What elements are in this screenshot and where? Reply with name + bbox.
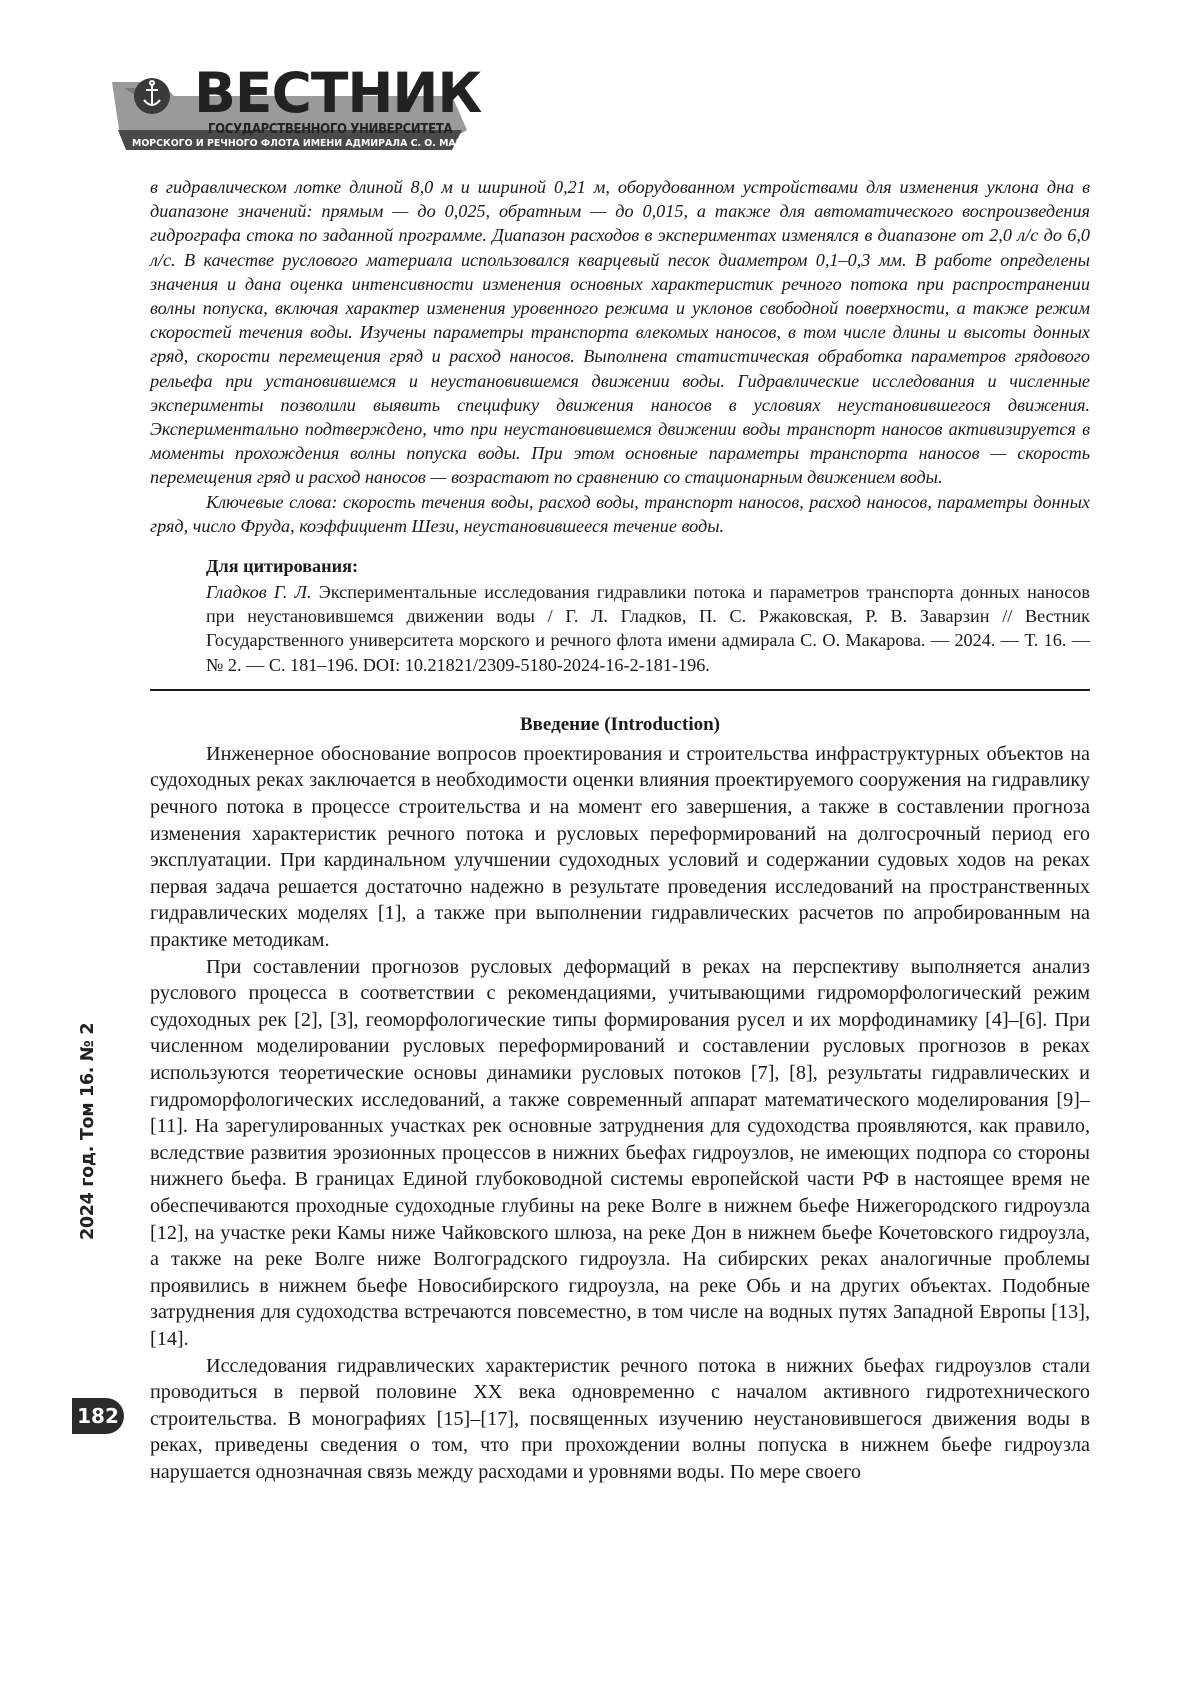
journal-title: ВЕСТНИК	[194, 61, 482, 125]
journal-subtitle: ГОСУДАРСТВЕННОГО УНИВЕРСИТЕТА	[208, 122, 453, 137]
journal-logo	[112, 61, 500, 154]
page-content	[150, 175, 1090, 1485]
abstract-text: в гидравлическом лотке длиной 8,0 м и шириной 0,21 м, оборудованном устройствами для изменения уклона дна в диапазоне значений: прямым — до 0,025, обратным — до 0,015, а также для автоматического воспроизведения гидрографа стока по заданной программе. Диапазон расходов в экспериментах изменялся в диапазоне от 2,0 л/с до 6,0 л/с. В качестве руслового материала использовался кварцевый песок диаметром 0,1–0,3 мм. В работе определены значения и дана оценка интенсивности изменения основных характеристик речного потока при распространении волны попуска, включая характер изменения уровенного режима и уклонов свободной поверхности, а также режим скоростей течения воды. Изучены параметры транспорта влекомых наносов, в том числе длины и высоты донных гряд, скорости перемещения гряд и расход наносов. Выполнена статистическая обработка параметров грядового рельефа при установившемся и неустановившемся движении воды. Гидравлические исследования и численные эксперименты позволили выявить специфику движения наносов в условиях неустановившегося движения. Экспериментально подтверждено, что при неустановившемся движении воды транспорт наносов активизируется в моменты прохождения волны попуска воды. При этом основные параметры транспорта наносов — скорость перемещения гряд и расход наносов — возрастают по сравнению со стационарным движением воды.	[150, 177, 1090, 488]
body-paragraph: Инженерное обоснование вопросов проектирования и строительства инфраструктурных объектов на судоходных реках заключается в необходимости оценки влияния проектируемого сооружения на гидравлику речного потока в процессе строительства и на момент его завершения, а также в составлении прогноза изменения характеристик речного потока и русловых переформирований на долгосрочный период его эксплуатации. При кардинальном улучшении судоходных условий и содержании судовых ходов на реках первая задача решается достаточно надежно в результате проведения исследований на пространственных гидравлических моделях [1], а также при выполнении гидравлических расчетов по апробированным на практике методикам.	[150, 742, 1090, 952]
citation-author: Гладков Г. Л.	[206, 582, 312, 603]
keywords-text: Ключевые слова: скорость течения воды, расход воды, транспорт наносов, расход наносов, параметры донных гряд, число Фруда, коэффициент Шези, неустановившееся течение воды.	[150, 491, 1090, 536]
volume-info: 2024 год. Том 16. № 2	[78, 1022, 98, 1240]
page-number: 182	[72, 1398, 124, 1434]
citation-heading: Для цитирования:	[206, 556, 359, 577]
citation-body: Экспериментальные исследования гидравлики потока и параметров транспорта донных наносов при неустановившемся движении воды / Г. Л. Гладков, П. С. Ржаковская, Р. В. Заварзин // Вестник Государственного университета морского и речного флота имени адмирала С. О. Макарова. — 2024. — Т. 16. — № 2. — С. 181–196. DOI: 10.21821/2309-5180-2024-16-2-181-196.	[206, 582, 1090, 675]
section-divider	[150, 689, 1090, 691]
section-title: Введение (Introduction)	[519, 713, 720, 735]
body-paragraph: При составлении прогнозов русловых деформаций в реках на перспективу выполняется анализ руслового процесса в соответствии с рекомендациями, учитывающими гидроморфологический режим судоходных рек [2], [3], геоморфологические типы формирования русел и их морфодинамику [4]–[6]. При численном моделировании русловых переформирований и составлении русловых прогнозов в реках используются теоретические основы динамики русловых потоков [7], [8], результаты гидравлических и гидроморфологических исследований, а также современный аппарат математического моделирования [9]–[11]. На зарегулированных участках рек основные затруднения для судоходства проявляются, как правило, вследствие развития эрозионных процессов в нижних бьефах гидроузлов, не имеющих подпора со стороны нижнего бьефа. В границах Единой глубоководной системы европейской части РФ в настоящее время не обеспечиваются проходные судоходные глубины на реке Волге в нижнем бьефе Нижегородского гидроузла [12], на участке реки Камы ниже Чайковского шлюза, на реке Дон в нижнем бьефе Кочетовского гидроузла, а также на реке Волге ниже Волгоградского гидроузла. На сибирских реках аналогичные проблемы проявились в нижнем бьефе Новосибирского гидроузла, на реке Обь и на других объектах. Подобные затруднения для судоходства встречаются повсеместно, в том числе на водных путях Западной Европы [13], [14].	[150, 955, 1090, 1350]
journal-subtitle-line2: МОРСКОГО И РЕЧНОГО ФЛОТА ИМЕНИ АДМИРАЛА С. О. МАКАРОВА	[132, 138, 500, 149]
citation-text	[206, 580, 1090, 677]
body-paragraph: Исследования гидравлических характеристик речного потока в нижних бьефах гидроузлов стали проводиться в первой половине XX века одновременно с началом активного гидротехнического строительства. В монографиях [15]–[17], посвященных изучению неустановившегося движения воды в реках, приведены сведения о том, что при прохождении волны попуска в нижнем бьефе гидроузла нарушается однозначная связь между расходами и уровнями воды. По мере своего	[150, 1354, 1090, 1483]
